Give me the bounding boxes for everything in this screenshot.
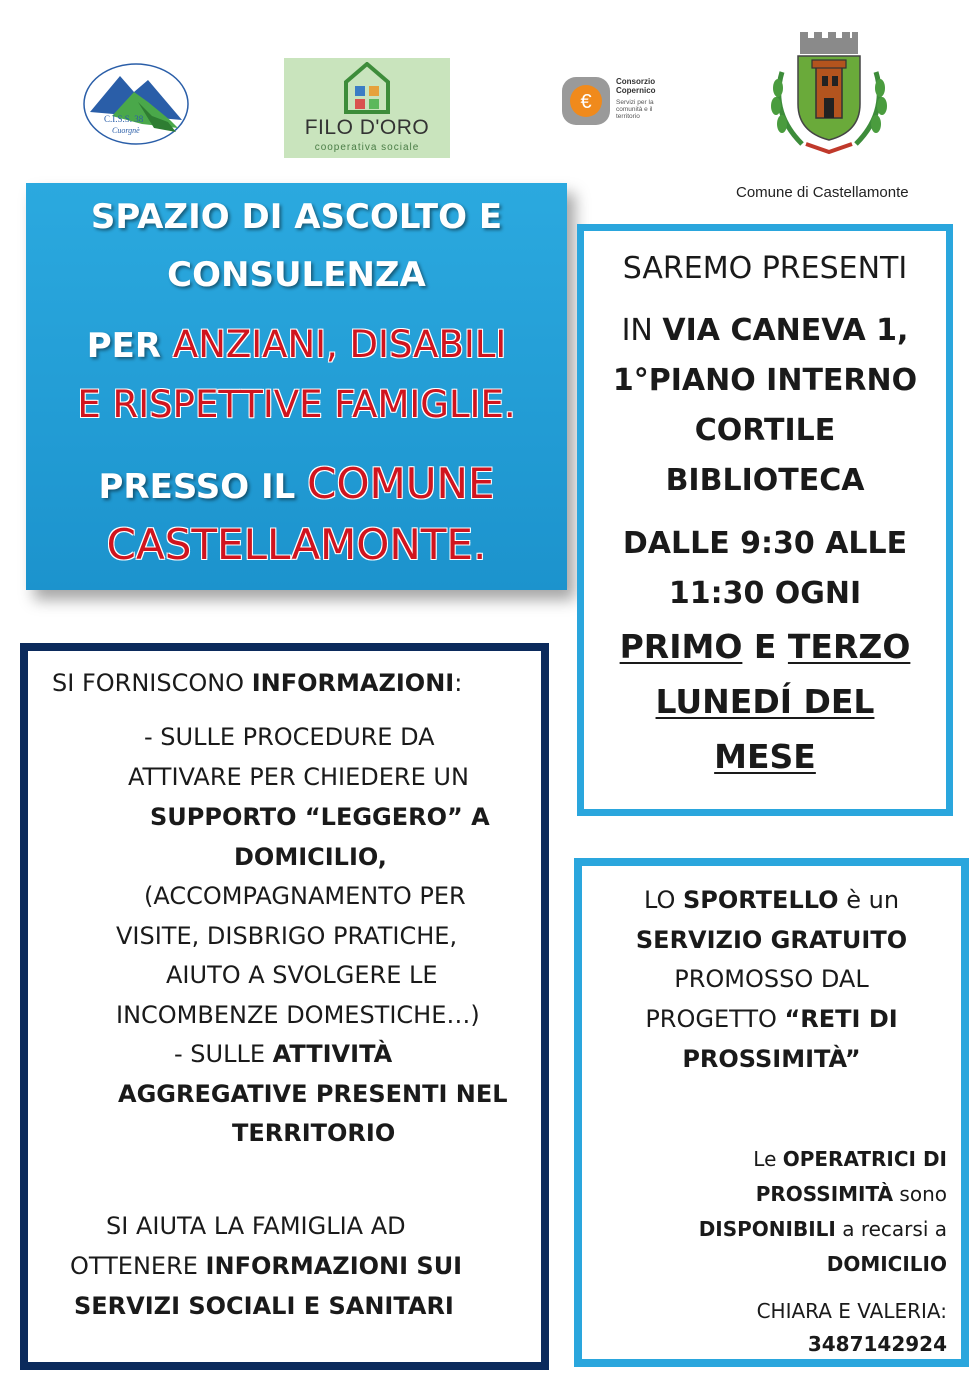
presence-mese: MESE [714, 737, 816, 776]
filo-doro-sub: cooperativa sociale [314, 142, 420, 153]
presence-line-9 [584, 682, 946, 721]
sportello-prossimita: PROSSIMITÀ [755, 1182, 894, 1206]
info-line-12: TERRITORIO [232, 1119, 396, 1147]
sportello-phone: 3487142924 [807, 1332, 947, 1356]
presence-box [577, 224, 953, 816]
coat-of-arms-icon [762, 32, 896, 162]
presence-line-7: 11:30 OGNI [668, 576, 862, 611]
sportello-line-3: PROMOSSO DAL [674, 965, 869, 993]
headline-comune: COMUNE [307, 459, 495, 508]
presence-primo: PRIMO [619, 627, 743, 666]
presence-line-3: 1°PIANO INTERNO [612, 363, 918, 398]
sportello-disponibili: DISPONIBILI [698, 1217, 836, 1241]
ciss-logo [82, 62, 190, 146]
info-line-5: DOMICILIO, [234, 843, 387, 871]
sportello-line-1 [582, 886, 961, 914]
c-logo-icon [560, 75, 612, 127]
svg-text:€: € [580, 91, 592, 113]
sportello-line-10: CHIARA E VALERIA: [756, 1299, 947, 1323]
presence-terzo: TERZO [787, 627, 911, 666]
sportello-line-5: PROSSIMITÀ” [682, 1045, 861, 1073]
sportello-a-recarsi: a recarsi a [835, 1217, 947, 1241]
headline-line-1: SPAZIO DI ASCOLTO E [90, 197, 503, 237]
comune-crest [762, 32, 896, 162]
sportello-line-2: SERVIZIO GRATUITO [635, 926, 908, 954]
house-logo-icon [342, 62, 392, 114]
info-line-4: SUPPORTO “LEGGERO” A [150, 803, 490, 831]
info-line-10 [174, 1040, 392, 1068]
info-line-15: SERVIZI SOCIALI E SANITARI [74, 1292, 454, 1320]
info-si-forniscono: SI FORNISCONO [52, 669, 252, 697]
presence-line-6: DALLE 9:30 ALLE [622, 526, 908, 561]
sportello-line-8 [699, 1217, 947, 1241]
presence-address: VIA CANEVA 1, [662, 313, 909, 348]
presence-line-4: CORTILE [694, 413, 836, 448]
presence-e: E [742, 627, 788, 666]
sportello-sono: sono [893, 1182, 947, 1206]
sportello-operatrici: OPERATRICI DI [782, 1147, 947, 1171]
info-line-7: VISITE, DISBRIGO PRATICHE, [116, 922, 458, 950]
info-line-8: AIUTO A SVOLGERE LE [166, 961, 438, 989]
ciss-logo-line2: Cuorgnè [112, 126, 140, 135]
sportello-reti-di: “RETI DI [784, 1005, 898, 1033]
info-line-6: (ACCOMPAGNAMENTO PER [144, 882, 466, 910]
sportello-line-7 [756, 1182, 947, 1206]
sportello-box [574, 858, 969, 1367]
info-informazioni: INFORMAZIONI [251, 669, 455, 697]
sportello-line-4 [582, 1005, 961, 1033]
presence-line-2 [584, 313, 946, 348]
sportello-line-9: DOMICILIO [826, 1252, 947, 1276]
info-line-2: - SULLE PROCEDURE DA [144, 723, 435, 751]
filo-doro-name: FILO D'ORO [304, 116, 430, 139]
sportello-lo: LO [643, 886, 683, 914]
info-informazioni-sui: INFORMAZIONI SUI [205, 1252, 463, 1280]
copernico-logo [560, 75, 670, 127]
headline-per: PER [86, 326, 173, 366]
headline-line-4: E RISPETTIVE FAMIGLIE. [77, 383, 516, 426]
info-box [20, 643, 549, 1370]
info-line-1 [52, 669, 462, 697]
presence-line-5: BIBLIOTECA [665, 463, 865, 498]
headline-line-6: CASTELLAMONTE. [106, 520, 487, 569]
sportello-progetto: PROGETTO [645, 1005, 785, 1033]
presence-line-8 [584, 627, 946, 666]
info-line-14 [70, 1252, 462, 1280]
presence-in: IN [621, 313, 663, 348]
sportello-sportello: SPORTELLO [683, 886, 839, 914]
headline-target: ANZIANI, DISABILI [172, 323, 507, 366]
copernico-title: Consorzio Copernico [616, 77, 656, 95]
headline-box [26, 183, 567, 590]
headline-line-2: CONSULENZA [167, 255, 426, 295]
info-line-9: INCOMBENZE DOMESTICHE…) [116, 1001, 480, 1029]
sportello-e-un: è un [838, 886, 900, 914]
info-sulle: - SULLE [174, 1040, 273, 1068]
sportello-le: Le [753, 1147, 783, 1171]
copernico-sub: Servizi per la comunità e il territorio [616, 99, 654, 120]
info-colon: : [454, 669, 463, 697]
headline-presso: PRESSO IL [98, 467, 308, 507]
info-ottenere: OTTENERE [70, 1252, 206, 1280]
presence-line-1: SAREMO PRESENTI [622, 251, 908, 286]
info-attivita: ATTIVITÀ [272, 1040, 393, 1068]
headline-line-5 [26, 459, 567, 508]
headline-line-3 [26, 323, 567, 366]
presence-line-10 [584, 737, 946, 776]
presence-lunedi: LUNEDÍ DEL [655, 682, 875, 721]
comune-caption: Comune di Castellamonte [736, 184, 909, 201]
sportello-line-6 [753, 1147, 947, 1171]
info-line-13: SI AIUTA LA FAMIGLIA AD [106, 1212, 406, 1240]
filo-doro-logo [284, 58, 450, 158]
ciss-logo-line1: C.I.S.S. 38 [104, 114, 144, 124]
info-line-11: AGGREGATIVE PRESENTI NEL [118, 1080, 508, 1108]
info-line-3: ATTIVARE PER CHIEDERE UN [128, 763, 469, 791]
